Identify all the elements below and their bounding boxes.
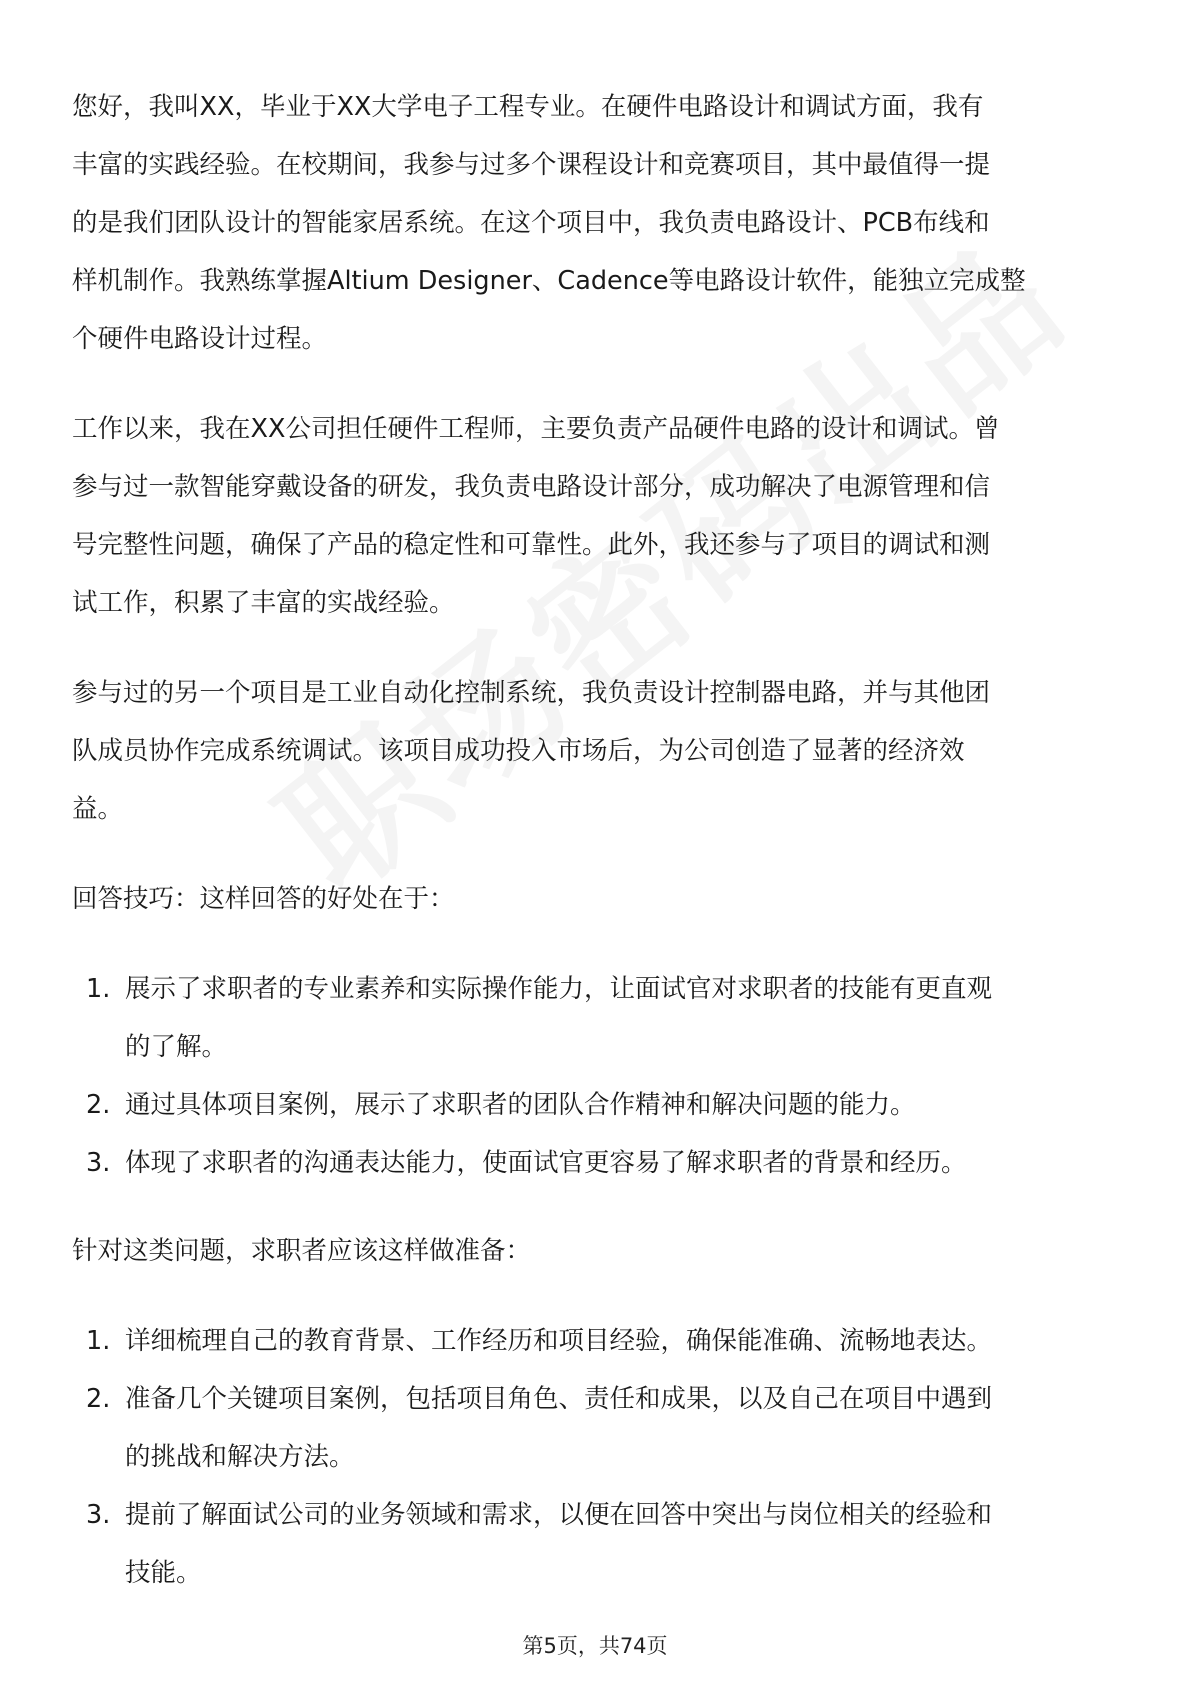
list-number: 3.	[86, 1500, 111, 1530]
tips-heading: 回答技巧：这样回答的好处在于：	[72, 884, 455, 914]
preparation-heading: 针对这类问题，求职者应该这样做准备：	[72, 1236, 532, 1266]
list-text: 展示了求职者的专业素养和实际操作能力，让面试官对求职者的技能有更直观 的了解。	[125, 974, 993, 1062]
preparation-list	[72, 1312, 1118, 1602]
list-text: 通过具体项目案例，展示了求职者的团队合作精神和解决问题的能力。	[125, 1090, 916, 1120]
list-number: 1.	[86, 1326, 111, 1356]
list-item	[72, 1312, 1118, 1370]
list-text: 详细梳理自己的教育背景、工作经历和项目经验，确保能准确、流畅地表达。	[125, 1326, 993, 1356]
list-text: 体现了求职者的沟通表达能力，使面试官更容易了解求职者的背景和经历。	[125, 1148, 967, 1178]
list-number: 3.	[86, 1148, 111, 1178]
list-item	[72, 1134, 1118, 1192]
tips-list	[72, 960, 1118, 1192]
list-number: 2.	[86, 1090, 111, 1120]
document-page	[72, 78, 1118, 1632]
project-paragraph: 参与过的另一个项目是工业自动化控制系统，我负责设计控制器电路，并与其他团 队成员协作完成系统调试。该项目成功投入市场后，为公司创造了显著的经济效 益。	[72, 678, 991, 824]
page-number-footer: 第5页，共74页	[522, 1634, 668, 1658]
list-number: 1.	[86, 974, 111, 1004]
list-text: 准备几个关键项目案例，包括项目角色、责任和成果，以及自己在项目中遇到 的挑战和解决方法。	[125, 1384, 993, 1472]
list-text: 提前了解面试公司的业务领域和需求，以便在回答中突出与岗位相关的经验和 技能。	[125, 1500, 993, 1588]
list-item	[72, 1076, 1118, 1134]
list-number: 2.	[86, 1384, 111, 1414]
list-item	[72, 960, 1118, 1076]
list-item	[72, 1370, 1118, 1486]
list-item	[72, 1486, 1118, 1602]
intro-paragraph: 您好，我叫XX，毕业于XX大学电子工程专业。在硬件电路设计和调试方面，我有 丰富的实践经验。在校期间，我参与过多个课程设计和竞赛项目，其中最值得一提 的是我们团队设计的智能家居系统。在这个项目中，我负责电路设计、PCB布线和 样机制作。我熟练掌握Altium Designer、Cadence等电路设计软件，能独立完成整 个硬件电路设计过程。	[72, 92, 1026, 354]
work-experience-paragraph: 工作以来，我在XX公司担任硬件工程师，主要负责产品硬件电路的设计和调试。曾 参与过一款智能穿戴设备的研发，我负责电路设计部分，成功解决了电源管理和信 号完整性问题，确保了产品的稳定性和可靠性。此外，我还参与了项目的调试和测 试工作，积累了丰富的实战经验。	[72, 414, 1000, 618]
